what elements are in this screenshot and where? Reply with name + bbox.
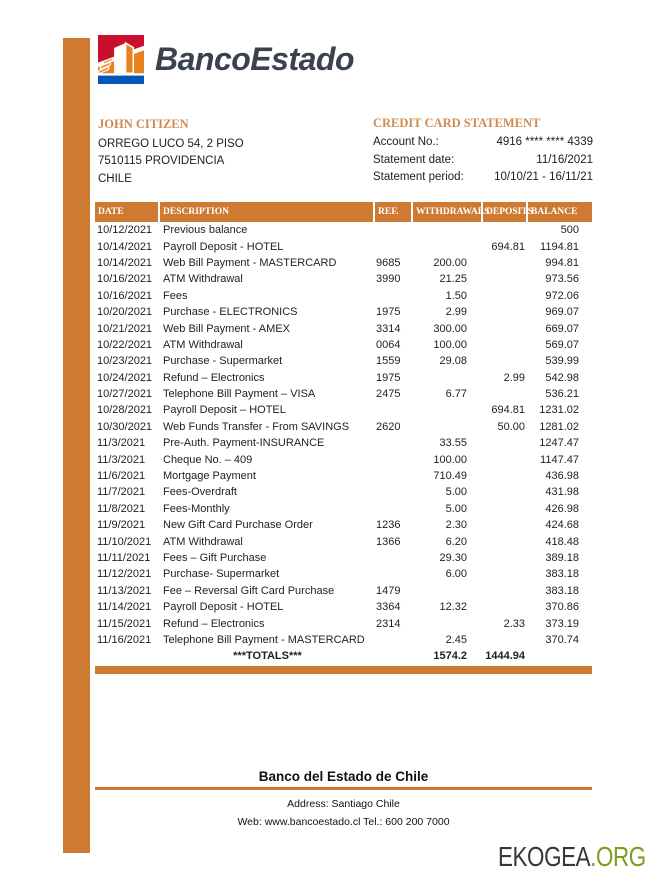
cell-date: 10/23/2021 [97, 355, 153, 368]
footer-block [95, 769, 592, 828]
customer-name: JOHN CITIZEN [98, 117, 189, 131]
cell-ref: 1975 [376, 306, 401, 319]
cell-date: 10/22/2021 [97, 338, 153, 351]
cell-date: 10/28/2021 [97, 404, 153, 417]
table-row [95, 222, 592, 238]
table-row [95, 435, 592, 451]
cell-withdrawals: 2.45 [445, 633, 467, 646]
table-row [95, 468, 592, 484]
cell-description: Web Bill Payment - AMEX [163, 322, 290, 335]
table-row [95, 583, 592, 599]
table-row [95, 288, 592, 304]
cell-balance: 1231.02 [539, 404, 579, 417]
footer-contact: Web: www.bancoestado.cl Tel.: 600 200 7000 [237, 816, 450, 828]
cell-withdrawals: 6.77 [445, 388, 467, 401]
footer-address: Address: Santiago Chile [287, 798, 400, 810]
cell-balance: 426.98 [545, 502, 579, 515]
cell-withdrawals: 12.32 [439, 601, 467, 614]
account-number-value: 4916 **** **** 4339 [496, 136, 593, 148]
cell-ref: 3364 [376, 601, 401, 614]
account-number-row [373, 134, 593, 152]
cell-ref: 1366 [376, 535, 401, 548]
cell-withdrawals: 1.50 [445, 289, 467, 302]
totals-row [95, 648, 592, 664]
cell-ref: 2620 [376, 420, 401, 433]
cell-description: Fees-Overdraft [163, 486, 237, 499]
footer-bank-name: Banco del Estado de Chile [258, 769, 429, 784]
cell-description: Refund – Electronics [163, 371, 265, 384]
cell-date: 10/16/2021 [97, 273, 153, 286]
footer-divider [95, 787, 592, 790]
cell-date: 10/20/2021 [97, 306, 153, 319]
cell-withdrawals: 21.25 [439, 273, 467, 286]
bancoestado-wordmark: BancoEstado [155, 41, 354, 77]
cell-date: 11/3/2021 [97, 453, 146, 466]
watermark-tld: .ORG [590, 841, 646, 872]
cell-balance: 1247.47 [539, 437, 579, 450]
cell-description: Payroll Deposit – HOTEL [163, 404, 286, 417]
cell-balance: 370.86 [545, 601, 579, 614]
cell-deposits: 2.99 [503, 371, 525, 384]
cell-balance: 383.18 [545, 584, 579, 597]
table-row [95, 337, 592, 353]
cell-ref: 3990 [376, 273, 401, 286]
cell-description: Telephone Bill Payment – VISA [163, 388, 316, 401]
cell-date: 11/14/2021 [97, 601, 152, 614]
cell-description: Mortgage Payment [163, 470, 256, 483]
cell-balance: 373.19 [545, 617, 579, 630]
table-row [95, 304, 592, 320]
transactions-table [95, 202, 592, 674]
customer-address-line1: ORREGO LUCO 54, 2 PISO [98, 137, 244, 150]
cell-ref: 2314 [376, 617, 401, 630]
cell-description: Payroll Deposit - HOTEL [163, 240, 284, 253]
table-row [95, 238, 592, 254]
cell-withdrawals: 100.00 [433, 338, 467, 351]
table-row [95, 386, 592, 402]
cell-balance: 1194.81 [540, 240, 579, 253]
statement-title: CREDIT CARD STATEMENT [373, 116, 541, 130]
cell-description: Refund – Electronics [163, 617, 265, 630]
cell-balance: 973.56 [545, 273, 579, 286]
table-row [95, 402, 592, 418]
table-row [95, 370, 592, 386]
cell-balance: 418.48 [545, 535, 579, 548]
table-row [95, 451, 592, 467]
header-date: DATE [95, 202, 160, 222]
table-row [95, 632, 592, 648]
cell-description: ATM Withdrawal [163, 338, 243, 351]
cell-deposits: 694.81 [491, 404, 525, 417]
cell-description: Fees-Monthly [163, 502, 230, 515]
cell-balance: 500 [560, 224, 579, 237]
totals-deposits: 1444.94 [485, 650, 525, 663]
ekogea-watermark [498, 841, 646, 873]
cell-withdrawals: 300.00 [433, 322, 467, 335]
table-header-row [95, 202, 592, 222]
bancoestado-building-icon [98, 33, 144, 86]
statement-date-value: 11/16/2021 [536, 153, 593, 166]
cell-description: Fees [163, 289, 188, 302]
table-row [95, 353, 592, 369]
header-balance: BALANCE [531, 207, 578, 217]
cell-balance: 436.98 [545, 470, 579, 483]
cell-date: 11/9/2021 [97, 519, 146, 532]
cell-ref: 1559 [376, 355, 401, 368]
cell-description: Fee – Reversal Gift Card Purchase [163, 584, 335, 597]
cell-deposits: 50.00 [497, 420, 525, 433]
cell-withdrawals: 2.30 [445, 519, 467, 532]
cell-deposits: 694.81 [491, 240, 525, 253]
table-row [95, 550, 592, 566]
header-withdrawals: WITHDRAWALS [413, 202, 483, 222]
header-description: DESCRIPTION [160, 202, 375, 222]
cell-withdrawals: 33.55 [439, 437, 467, 450]
customer-address-line2: 7510115 PROVIDENCIA [98, 155, 225, 167]
cell-balance: 370.74 [545, 633, 579, 646]
cell-deposits: 2.33 [503, 617, 525, 630]
cell-withdrawals: 29.08 [439, 355, 467, 368]
cell-date: 10/16/2021 [97, 289, 153, 302]
cell-balance: 972.06 [545, 289, 579, 302]
cell-ref: 9685 [376, 256, 401, 269]
cell-balance: 669.07 [545, 322, 579, 335]
cell-withdrawals: 6.00 [445, 568, 467, 581]
cell-date: 10/14/2021 [97, 240, 153, 253]
cell-description: Purchase- Supermarket [163, 568, 280, 581]
cell-date: 11/8/2021 [97, 502, 146, 515]
cell-withdrawals: 5.00 [445, 486, 467, 499]
table-row [95, 599, 592, 615]
table-row [95, 501, 592, 517]
cell-description: Payroll Deposit - HOTEL [163, 601, 284, 614]
cell-withdrawals: 710.49 [433, 470, 467, 483]
bancoestado-logo [98, 33, 354, 86]
watermark-name: EKOGEA [498, 841, 591, 872]
cell-date: 11/12/2021 [97, 568, 152, 581]
table-row [95, 615, 592, 631]
statement-meta-block [373, 116, 593, 187]
cell-description: Purchase - ELECTRONICS [163, 306, 298, 319]
cell-date: 10/14/2021 [97, 256, 153, 269]
header-ref: REF. [375, 202, 413, 222]
table-row [95, 320, 592, 336]
cell-balance: 431.98 [545, 486, 579, 499]
cell-withdrawals: 2.99 [445, 306, 467, 319]
cell-balance: 539.99 [545, 355, 579, 368]
statement-date-row [373, 152, 593, 170]
table-body [95, 222, 592, 648]
table-row [95, 533, 592, 549]
cell-date: 11/7/2021 [97, 486, 146, 499]
cell-ref: 0064 [376, 338, 401, 351]
statement-period-label: Statement period: [373, 171, 464, 183]
cell-withdrawals: 29.30 [439, 552, 467, 564]
table-end-accent-bar [95, 666, 592, 674]
table-row [95, 484, 592, 500]
cell-date: 10/12/2021 [97, 224, 153, 237]
cell-description: Fees – Gift Purchase [163, 552, 267, 564]
cell-description: ATM Withdrawal [163, 273, 243, 286]
cell-description: Web Funds Transfer - From SAVINGS [163, 420, 350, 433]
cell-ref: 3314 [376, 322, 401, 335]
cell-date: 11/6/2021 [97, 470, 146, 483]
cell-date: 11/13/2021 [97, 584, 152, 597]
cell-date: 11/11/2021 [97, 552, 151, 564]
cell-description: New Gift Card Purchase Order [163, 519, 313, 532]
cell-date: 10/21/2021 [97, 322, 153, 335]
cell-ref: 1236 [376, 519, 401, 532]
cell-balance: 383.18 [545, 568, 579, 581]
cell-withdrawals: 100.00 [433, 453, 467, 466]
cell-withdrawals: 5.00 [445, 502, 467, 515]
cell-balance: 424.68 [545, 519, 579, 532]
cell-balance: 542.98 [545, 371, 579, 384]
header-deposits: DEPOSITS [483, 202, 528, 222]
cell-date: 11/3/2021 [97, 437, 146, 450]
cell-balance: 1281.02 [539, 420, 579, 433]
cell-balance: 1147.47 [540, 453, 579, 466]
cell-description: Pre-Auth. Payment-INSURANCE [163, 437, 325, 450]
cell-date: 10/24/2021 [97, 371, 153, 384]
customer-address-block [98, 116, 244, 188]
cell-withdrawals: 200.00 [433, 256, 467, 269]
cell-ref: 1975 [376, 371, 401, 384]
table-row [95, 419, 592, 435]
cell-balance: 569.07 [545, 338, 579, 351]
table-row [95, 255, 592, 271]
table-row [95, 517, 592, 533]
table-row [95, 566, 592, 582]
cell-balance: 994.81 [545, 256, 579, 269]
cell-date: 10/30/2021 [97, 420, 153, 433]
cell-date: 11/16/2021 [97, 633, 152, 646]
cell-description: Web Bill Payment - MASTERCARD [163, 256, 337, 269]
cell-ref: 2475 [376, 388, 401, 401]
cell-balance: 536.21 [545, 388, 579, 401]
cell-date: 11/10/2021 [97, 535, 152, 548]
statement-period-row [373, 169, 593, 187]
cell-date: 10/27/2021 [97, 388, 153, 401]
statement-period-value: 10/10/21 - 16/11/21 [494, 171, 593, 183]
cell-description: Cheque No. – 409 [163, 453, 253, 466]
cell-ref: 1479 [376, 584, 401, 597]
cell-date: 11/15/2021 [97, 617, 152, 630]
totals-label: ***TOTALS*** [233, 650, 302, 663]
statement-date-label: Statement date: [373, 153, 455, 166]
table-row [95, 271, 592, 287]
cell-balance: 969.07 [545, 306, 579, 319]
cell-description: Purchase - Supermarket [163, 355, 283, 368]
cell-description: ATM Withdrawal [163, 535, 243, 548]
left-accent-bar [63, 38, 90, 853]
cell-withdrawals: 6.20 [445, 535, 467, 548]
cell-description: Previous balance [163, 224, 248, 237]
cell-balance: 389.18 [545, 552, 579, 564]
totals-withdrawals: 1574.2 [433, 650, 467, 663]
customer-address-line3: CHILE [98, 172, 132, 185]
account-number-label: Account No.: [373, 136, 439, 148]
cell-description: Telephone Bill Payment - MASTERCARD [163, 633, 365, 646]
